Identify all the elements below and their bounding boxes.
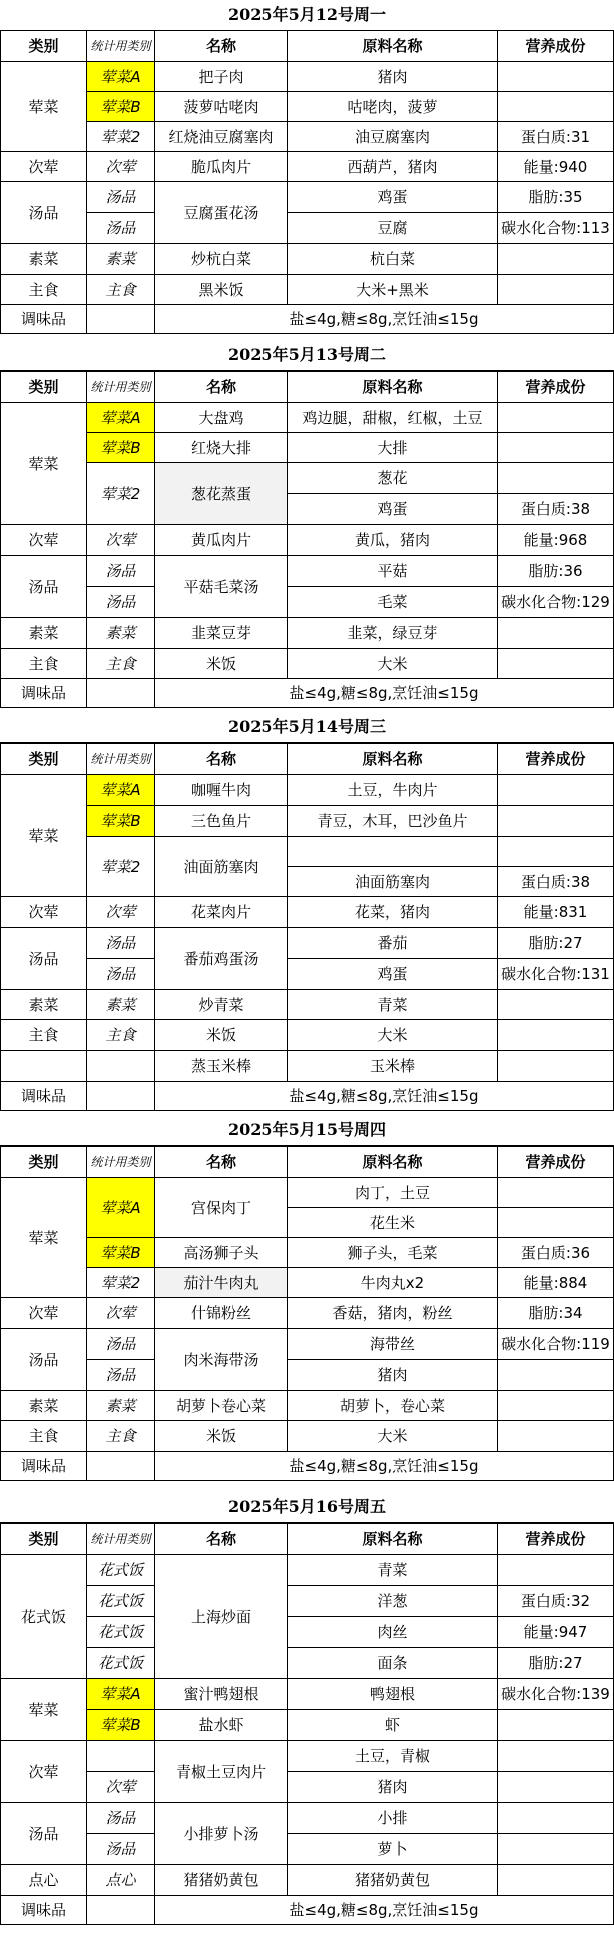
stat-cell: 次荤 — [87, 525, 155, 556]
header-stat: 统计用类别 — [87, 744, 155, 775]
stat-cell: 素菜 — [87, 990, 155, 1020]
ingredient-cell: 鸡蛋 — [288, 182, 498, 213]
ingredient-cell: 黄瓜，猪肉 — [288, 525, 498, 556]
category-cell: 荤菜 — [1, 1679, 87, 1741]
stat-cell: 汤品 — [87, 182, 155, 213]
stat-cell: 荤菜A — [87, 403, 155, 433]
ingredient-cell: 葱花 — [288, 463, 498, 494]
dish-name: 上海炒面 — [155, 1555, 288, 1679]
nutrition-carbs: 碳水化合物:139 — [498, 1679, 614, 1710]
dish-name: 米饭 — [155, 1020, 288, 1051]
ingredient-cell: 鸡蛋 — [288, 494, 498, 525]
stat-cell: 主食 — [87, 1020, 155, 1051]
category-cell: 次荤 — [1, 525, 87, 556]
nutrition-blank — [498, 1178, 614, 1208]
dish-name: 把子肉 — [155, 62, 288, 92]
ingredient-cell: 虾 — [288, 1710, 498, 1741]
stat-cell: 汤品 — [87, 928, 155, 959]
ingredient-cell: 韭菜，绿豆芽 — [288, 618, 498, 649]
header-category: 类别 — [1, 1524, 87, 1555]
ingredient-cell: 西葫芦，猪肉 — [288, 152, 498, 182]
header-name: 名称 — [155, 1524, 288, 1555]
category-cell: 荤菜 — [1, 775, 87, 897]
stat-cell: 汤品 — [87, 1360, 155, 1391]
dish-name: 什锦粉丝 — [155, 1298, 288, 1329]
dish-name: 韭菜豆芽 — [155, 618, 288, 649]
nutrition-energy: 能量:884 — [498, 1268, 614, 1298]
seasoning-value: 盐≤4g,糖≤8g,烹饪油≤15g — [155, 1896, 614, 1925]
ingredient-cell: 土豆，青椒 — [288, 1741, 498, 1772]
menu-table-fri — [0, 1523, 614, 1925]
ingredient-cell: 大米+黑米 — [288, 275, 498, 305]
ingredient-cell: 洋葱 — [288, 1586, 498, 1617]
nutrition-carbs: 碳水化合物:131 — [498, 959, 614, 990]
day-title: 2025年5月12号周一 — [0, 0, 614, 31]
category-cell: 主食 — [1, 1020, 87, 1051]
stat-cell: 汤品 — [87, 587, 155, 618]
nutrition-protein: 蛋白质:38 — [498, 867, 614, 897]
nutrition-fat: 脂肪:27 — [498, 928, 614, 959]
dish-name: 胡萝卜卷心菜 — [155, 1391, 288, 1421]
seasoning-label: 调味品 — [1, 1452, 87, 1481]
header-nutrition: 营养成份 — [498, 744, 614, 775]
ingredient-cell: 鸡蛋 — [288, 959, 498, 990]
stat-cell: 次荤 — [87, 1298, 155, 1329]
nutrition-energy: 能量:831 — [498, 897, 614, 928]
seasoning-label: 调味品 — [1, 305, 87, 334]
ingredient-cell: 狮子头，毛菜 — [288, 1238, 498, 1268]
ingredient-cell: 大排 — [288, 433, 498, 463]
header-name: 名称 — [155, 372, 288, 403]
stat-cell: 荤菜B — [87, 92, 155, 122]
dish-name: 大盘鸡 — [155, 403, 288, 433]
header-stat: 统计用类别 — [87, 31, 155, 62]
seasoning-value: 盐≤4g,糖≤8g,烹饪油≤15g — [155, 1082, 614, 1111]
nutrition-fat: 脂肪:36 — [498, 556, 614, 587]
nutrition-blank — [498, 1772, 614, 1803]
ingredient-cell: 大米 — [288, 649, 498, 679]
stat-cell: 荤菜A — [87, 1679, 155, 1710]
stat-cell: 汤品 — [87, 1803, 155, 1834]
stat-cell: 素菜 — [87, 1391, 155, 1421]
dish-name: 青椒土豆肉片 — [155, 1741, 288, 1803]
category-cell: 花式饭 — [1, 1555, 87, 1679]
ingredient-cell: 小排 — [288, 1803, 498, 1834]
ingredient-cell: 青菜 — [288, 990, 498, 1020]
header-category: 类别 — [1, 744, 87, 775]
category-cell: 汤品 — [1, 1329, 87, 1391]
nutrition-protein: 蛋白质:36 — [498, 1238, 614, 1268]
category-cell: 次荤 — [1, 1741, 87, 1803]
stat-cell: 花式饭 — [87, 1648, 155, 1679]
ingredient-cell: 花生米 — [288, 1208, 498, 1238]
ingredient-cell: 海带丝 — [288, 1329, 498, 1360]
stat-cell: 花式饭 — [87, 1617, 155, 1648]
stat-cell: 花式饭 — [87, 1586, 155, 1617]
dish-name: 蒸玉米棒 — [155, 1051, 288, 1082]
ingredient-cell: 鸡边腿，甜椒，红椒，土豆 — [288, 403, 498, 433]
nutrition-blank — [498, 62, 614, 92]
menu-table-mon — [0, 30, 614, 334]
nutrition-blank — [498, 1020, 614, 1051]
stat-cell: 次荤 — [87, 152, 155, 182]
stat-cell: 汤品 — [87, 959, 155, 990]
nutrition-blank — [498, 275, 614, 305]
category-cell: 荤菜 — [1, 1178, 87, 1298]
nutrition-blank — [498, 1391, 614, 1421]
ingredient-cell: 油面筋塞肉 — [288, 867, 498, 897]
seasoning-label: 调味品 — [1, 679, 87, 708]
seasoning-value: 盐≤4g,糖≤8g,烹饪油≤15g — [155, 679, 614, 708]
ingredient-cell: 青豆，木耳，巴沙鱼片 — [288, 806, 498, 837]
ingredient-cell: 猪猪奶黄包 — [288, 1865, 498, 1896]
header-ingredients: 原料名称 — [288, 1524, 498, 1555]
dish-name: 花菜肉片 — [155, 897, 288, 928]
ingredient-blank — [288, 837, 498, 867]
nutrition-blank — [498, 1421, 614, 1452]
dish-name: 番茄鸡蛋汤 — [155, 928, 288, 990]
header-ingredients: 原料名称 — [288, 31, 498, 62]
nutrition-blank — [498, 1208, 614, 1238]
category-cell: 素菜 — [1, 1391, 87, 1421]
nutrition-blank — [498, 433, 614, 463]
nutrition-blank — [498, 1710, 614, 1741]
dish-name: 高汤狮子头 — [155, 1238, 288, 1268]
nutrition-fat: 脂肪:34 — [498, 1298, 614, 1329]
nutrition-blank — [498, 1834, 614, 1865]
category-cell: 素菜 — [1, 244, 87, 275]
menu-table-tue — [0, 371, 614, 708]
stat-cell: 汤品 — [87, 213, 155, 244]
category-cell: 点心 — [1, 1865, 87, 1896]
dish-name: 红烧大排 — [155, 433, 288, 463]
nutrition-fat: 脂肪:27 — [498, 1648, 614, 1679]
nutrition-carbs: 碳水化合物:113 — [498, 213, 614, 244]
stat-cell: 荤菜2 — [87, 1268, 155, 1298]
dish-name: 米饭 — [155, 649, 288, 679]
stat-cell: 花式饭 — [87, 1555, 155, 1586]
ingredient-cell: 番茄 — [288, 928, 498, 959]
header-category: 类别 — [1, 31, 87, 62]
day-title: 2025年5月15号周四 — [0, 1115, 614, 1146]
category-cell: 汤品 — [1, 556, 87, 618]
stat-cell: 汤品 — [87, 1329, 155, 1360]
seasoning-value: 盐≤4g,糖≤8g,烹饪油≤15g — [155, 305, 614, 334]
header-ingredients: 原料名称 — [288, 1147, 498, 1178]
day-title: 2025年5月16号周五 — [0, 1492, 614, 1523]
stat-cell: 素菜 — [87, 244, 155, 275]
header-nutrition: 营养成份 — [498, 372, 614, 403]
ingredient-cell: 猪肉 — [288, 1360, 498, 1391]
ingredient-cell: 毛菜 — [288, 587, 498, 618]
nutrition-protein: 蛋白质:32 — [498, 1586, 614, 1617]
header-nutrition: 营养成份 — [498, 1524, 614, 1555]
ingredient-cell: 肉丁，土豆 — [288, 1178, 498, 1208]
nutrition-energy: 能量:940 — [498, 152, 614, 182]
stat-cell: 主食 — [87, 649, 155, 679]
header-category: 类别 — [1, 1147, 87, 1178]
category-cell: 次荤 — [1, 152, 87, 182]
nutrition-blank — [498, 244, 614, 275]
dish-name: 油面筋塞肉 — [155, 837, 288, 897]
stat-cell: 荤菜A — [87, 775, 155, 806]
nutrition-blank — [498, 1803, 614, 1834]
category-cell: 荤菜 — [1, 403, 87, 525]
dish-name: 咖喱牛肉 — [155, 775, 288, 806]
dish-name: 肉米海带汤 — [155, 1329, 288, 1391]
nutrition-blank — [498, 1865, 614, 1896]
nutrition-blank — [498, 649, 614, 679]
header-ingredients: 原料名称 — [288, 744, 498, 775]
stat-cell: 荤菜A — [87, 1178, 155, 1238]
ingredient-cell: 肉丝 — [288, 1617, 498, 1648]
dish-name: 黑米饭 — [155, 275, 288, 305]
dish-name: 平菇毛菜汤 — [155, 556, 288, 618]
nutrition-blank — [498, 775, 614, 806]
category-cell: 汤品 — [1, 928, 87, 990]
ingredient-cell: 大米 — [288, 1020, 498, 1051]
ingredient-cell: 香菇，猪肉，粉丝 — [288, 1298, 498, 1329]
stat-cell: 点心 — [87, 1865, 155, 1896]
ingredient-cell: 牛肉丸x2 — [288, 1268, 498, 1298]
nutrition-energy: 能量:947 — [498, 1617, 614, 1648]
category-cell: 主食 — [1, 275, 87, 305]
nutrition-carbs: 碳水化合物:129 — [498, 587, 614, 618]
header-nutrition: 营养成份 — [498, 1147, 614, 1178]
ingredient-cell: 萝卜 — [288, 1834, 498, 1865]
dish-name: 豆腐蛋花汤 — [155, 182, 288, 244]
dish-name: 炒青菜 — [155, 990, 288, 1020]
nutrition-blank — [498, 618, 614, 649]
menu-table-wed — [0, 743, 614, 1111]
dish-name: 红烧油豆腐塞肉 — [155, 122, 288, 152]
ingredient-cell: 玉米棒 — [288, 1051, 498, 1082]
stat-cell: 荤菜2 — [87, 122, 155, 152]
dish-name: 菠萝咕咾肉 — [155, 92, 288, 122]
seasoning-label: 调味品 — [1, 1896, 87, 1925]
nutrition-protein: 蛋白质:38 — [498, 494, 614, 525]
nutrition-blank — [498, 1360, 614, 1391]
ingredient-cell: 花菜，猪肉 — [288, 897, 498, 928]
dish-name: 小排萝卜汤 — [155, 1803, 288, 1865]
stat-cell: 荤菜B — [87, 1238, 155, 1268]
stat-blank — [87, 1741, 155, 1772]
header-stat: 统计用类别 — [87, 1524, 155, 1555]
ingredient-cell: 豆腐 — [288, 213, 498, 244]
menu-table-thu — [0, 1146, 614, 1481]
ingredient-cell: 土豆，牛肉片 — [288, 775, 498, 806]
seasoning-value: 盐≤4g,糖≤8g,烹饪油≤15g — [155, 1452, 614, 1481]
header-name: 名称 — [155, 31, 288, 62]
nutrition-protein: 蛋白质:31 — [498, 122, 614, 152]
stat-cell: 主食 — [87, 1421, 155, 1452]
ingredient-cell: 面条 — [288, 1648, 498, 1679]
dish-name: 葱花蒸蛋 — [155, 463, 288, 525]
nutrition-carbs: 碳水化合物:119 — [498, 1329, 614, 1360]
stat-cell: 荤菜2 — [87, 463, 155, 525]
stat-cell: 素菜 — [87, 618, 155, 649]
ingredient-cell: 猪肉 — [288, 62, 498, 92]
day-title: 2025年5月14号周三 — [0, 712, 614, 743]
category-cell: 荤菜 — [1, 62, 87, 152]
ingredient-cell: 咕咾肉，菠萝 — [288, 92, 498, 122]
nutrition-energy: 能量:968 — [498, 525, 614, 556]
stat-cell: 荤菜B — [87, 1710, 155, 1741]
dish-name: 猪猪奶黄包 — [155, 1865, 288, 1896]
nutrition-blank — [498, 837, 614, 867]
ingredient-cell: 油豆腐塞肉 — [288, 122, 498, 152]
header-name: 名称 — [155, 744, 288, 775]
nutrition-blank — [498, 1741, 614, 1772]
nutrition-blank — [498, 1555, 614, 1586]
nutrition-blank — [498, 990, 614, 1020]
nutrition-blank — [498, 806, 614, 837]
category-cell: 汤品 — [1, 1803, 87, 1865]
header-stat: 统计用类别 — [87, 1147, 155, 1178]
stat-cell: 次荤 — [87, 897, 155, 928]
stat-cell: 汤品 — [87, 556, 155, 587]
dish-name: 盐水虾 — [155, 1710, 288, 1741]
ingredient-cell: 平菇 — [288, 556, 498, 587]
nutrition-blank — [498, 403, 614, 433]
ingredient-cell: 胡萝卜，卷心菜 — [288, 1391, 498, 1421]
dish-name: 黄瓜肉片 — [155, 525, 288, 556]
category-cell: 汤品 — [1, 182, 87, 244]
header-name: 名称 — [155, 1147, 288, 1178]
dish-name: 宫保肉丁 — [155, 1178, 288, 1238]
nutrition-fat: 脂肪:35 — [498, 182, 614, 213]
stat-cell: 主食 — [87, 275, 155, 305]
category-cell: 次荤 — [1, 897, 87, 928]
ingredient-cell: 青菜 — [288, 1555, 498, 1586]
ingredient-cell: 大米 — [288, 1421, 498, 1452]
category-cell: 主食 — [1, 1421, 87, 1452]
nutrition-blank — [498, 463, 614, 494]
category-cell: 主食 — [1, 649, 87, 679]
category-cell: 次荤 — [1, 1298, 87, 1329]
stat-cell: 次荤 — [87, 1772, 155, 1803]
header-stat: 统计用类别 — [87, 372, 155, 403]
day-title: 2025年5月13号周二 — [0, 340, 614, 371]
header-ingredients: 原料名称 — [288, 372, 498, 403]
stat-cell: 荤菜B — [87, 433, 155, 463]
seasoning-label: 调味品 — [1, 1082, 87, 1111]
header-category: 类别 — [1, 372, 87, 403]
ingredient-cell: 猪肉 — [288, 1772, 498, 1803]
stat-cell: 荤菜B — [87, 806, 155, 837]
dish-name: 蜜汁鸭翅根 — [155, 1679, 288, 1710]
nutrition-blank — [498, 92, 614, 122]
stat-cell: 汤品 — [87, 1834, 155, 1865]
dish-name: 米饭 — [155, 1421, 288, 1452]
ingredient-cell: 鸭翅根 — [288, 1679, 498, 1710]
dish-name: 炒杭白菜 — [155, 244, 288, 275]
dish-name: 脆瓜肉片 — [155, 152, 288, 182]
category-cell: 素菜 — [1, 990, 87, 1020]
ingredient-cell: 杭白菜 — [288, 244, 498, 275]
category-cell: 素菜 — [1, 618, 87, 649]
stat-cell: 荤菜A — [87, 62, 155, 92]
stat-cell: 荤菜2 — [87, 837, 155, 897]
dish-name: 茄汁牛肉丸 — [155, 1268, 288, 1298]
nutrition-blank — [498, 1051, 614, 1082]
dish-name: 三色鱼片 — [155, 806, 288, 837]
header-nutrition: 营养成份 — [498, 31, 614, 62]
